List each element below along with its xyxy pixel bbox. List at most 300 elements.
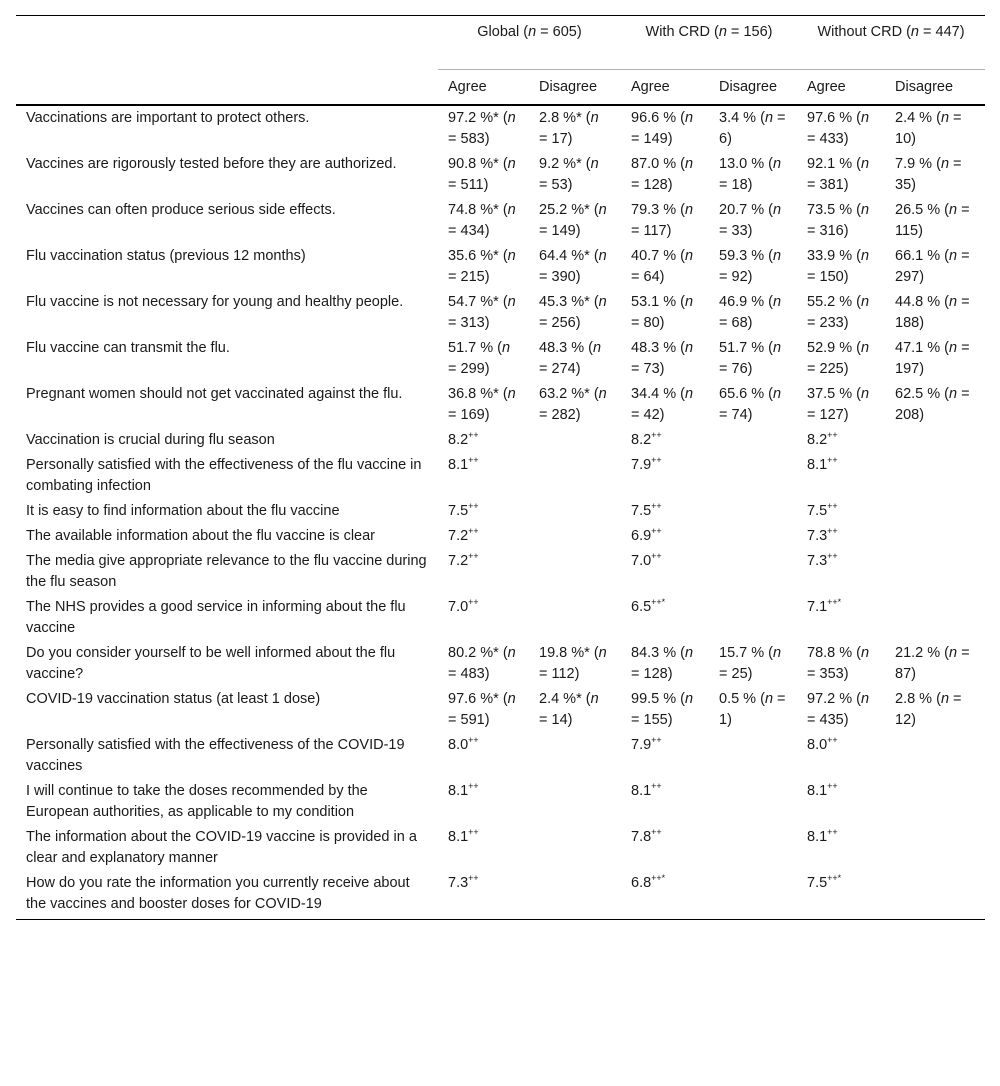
- score-superscript: ++: [651, 430, 662, 441]
- disagree-cell: 62.5 % (n = 208): [895, 386, 970, 423]
- disagree-cell: 26.5 % (n = 115): [895, 202, 970, 239]
- score-superscript: ++: [651, 827, 662, 838]
- empty-cell: [885, 453, 985, 499]
- table-row: [16, 779, 985, 825]
- mean-score-cell: [621, 779, 709, 825]
- agree-cell: 96.6 % (n = 149): [631, 110, 694, 147]
- mean-score-value: 8.2: [631, 432, 652, 448]
- count-value: 64: [643, 269, 660, 285]
- mean-score-cell: [797, 733, 885, 779]
- mean-score-cell: [438, 524, 529, 549]
- percent-value: 66.1 %: [895, 248, 941, 264]
- mean-score-cell: [621, 825, 709, 871]
- count-value: 80: [643, 315, 660, 331]
- row-label: The NHS provides a good service in informing about the flu vaccine: [26, 599, 406, 636]
- percent-value: 46.9 %: [719, 294, 765, 310]
- percent-value: 79.3 %: [631, 202, 677, 218]
- mean-score-value: 6.5: [631, 599, 652, 615]
- score-superscript: ++*: [651, 597, 666, 608]
- agree-cell: 90.8 %* (n = 511): [448, 156, 516, 193]
- empty-cell: [529, 595, 621, 641]
- group-header-without-crd: Without CRD (n = 447): [797, 16, 985, 70]
- agree-cell: 36.8 %* (n = 169): [448, 386, 516, 423]
- group-name: With CRD: [645, 24, 710, 40]
- percent-value: 19.8 %*: [539, 645, 590, 661]
- count-value: 583: [460, 131, 485, 147]
- mean-score-value: 8.2: [448, 432, 469, 448]
- mean-score-value: 7.5: [807, 875, 828, 891]
- percent-value: 97.6 %: [807, 110, 853, 126]
- agree-cell: 99.5 % (n = 155): [631, 691, 694, 728]
- mean-score-cell: [797, 595, 885, 641]
- percent-value: 9.2 %*: [539, 156, 582, 172]
- mean-score-cell: [797, 453, 885, 499]
- agree-cell: 37.5 % (n = 127): [807, 386, 870, 423]
- disagree-cell: 48.3 % (n = 274): [539, 340, 602, 377]
- agree-cell: 73.5 % (n = 316): [807, 202, 870, 239]
- count-value: 169: [460, 407, 485, 423]
- score-superscript: ++: [827, 551, 838, 562]
- count-value: 353: [819, 666, 844, 682]
- disagree-header: Disagree: [529, 70, 621, 106]
- disagree-cell: 66.1 % (n = 297): [895, 248, 970, 285]
- count-value: 282: [551, 407, 576, 423]
- row-label: Flu vaccination status (previous 12 months): [26, 248, 306, 264]
- count-value: 591: [460, 712, 485, 728]
- score-superscript: ++: [468, 455, 479, 466]
- count-value: 18: [731, 177, 748, 193]
- percent-value: 99.5 %: [631, 691, 677, 707]
- count-value: 33: [731, 223, 748, 239]
- table-row: [16, 687, 985, 733]
- agree-cell: 84.3 % (n = 128): [631, 645, 694, 682]
- mean-score-value: 8.1: [807, 783, 828, 799]
- percent-value: 74.8 %*: [448, 202, 499, 218]
- mean-score-cell: [797, 871, 885, 920]
- table-row: [16, 825, 985, 871]
- table-row: [16, 152, 985, 198]
- score-superscript: ++: [651, 455, 662, 466]
- table-row: [16, 549, 985, 595]
- mean-score-cell: [797, 499, 885, 524]
- table-body: [16, 105, 985, 920]
- empty-cell: [709, 524, 797, 549]
- mean-score-value: 8.2: [807, 432, 828, 448]
- mean-score-value: 7.0: [448, 599, 469, 615]
- table-row: [16, 336, 985, 382]
- empty-cell: [885, 428, 985, 453]
- count-value: 313: [460, 315, 485, 331]
- mean-score-value: 7.9: [631, 737, 652, 753]
- disagree-cell: 19.8 %* (n = 112): [539, 645, 607, 682]
- table-row: [16, 382, 985, 428]
- agree-cell: 97.2 % (n = 435): [807, 691, 870, 728]
- row-label: Flu vaccine can transmit the flu.: [26, 340, 230, 356]
- percent-value: 2.8 %*: [539, 110, 582, 126]
- empty-cell: [709, 733, 797, 779]
- empty-cell: [885, 825, 985, 871]
- disagree-cell: 7.9 % (n = 35): [895, 156, 962, 193]
- disagree-cell: 25.2 %* (n = 149): [539, 202, 607, 239]
- score-superscript: ++: [651, 735, 662, 746]
- percent-value: 97.2 %: [807, 691, 853, 707]
- score-superscript: ++: [827, 735, 838, 746]
- mean-score-value: 7.5: [448, 503, 469, 519]
- count-value: 127: [819, 407, 844, 423]
- row-label: The information about the COVID-19 vaccine is provided in a clear and explanatory manner: [26, 829, 417, 866]
- mean-score-value: 6.9: [631, 528, 652, 544]
- agree-cell: 97.2 %* (n = 583): [448, 110, 516, 147]
- mean-score-cell: [438, 825, 529, 871]
- mean-score-value: 8.1: [448, 783, 469, 799]
- empty-cell: [709, 595, 797, 641]
- count-value: 112: [551, 666, 575, 682]
- percent-value: 73.5 %: [807, 202, 853, 218]
- results-table: [16, 15, 985, 920]
- count-value: 435: [819, 712, 844, 728]
- empty-cell: [529, 524, 621, 549]
- percent-value: 40.7 %: [631, 248, 677, 264]
- empty-cell: [885, 871, 985, 920]
- count-value: 299: [460, 361, 485, 377]
- disagree-cell: 13.0 % (n = 18): [719, 156, 782, 193]
- count-value: 511: [460, 177, 484, 193]
- score-superscript: ++: [827, 501, 838, 512]
- agree-cell: 53.1 % (n = 80): [631, 294, 694, 331]
- mean-score-cell: [797, 825, 885, 871]
- table-row: [16, 524, 985, 549]
- score-superscript: ++: [827, 781, 838, 792]
- count-value: 316: [819, 223, 844, 239]
- disagree-cell: 15.7 % (n = 25): [719, 645, 782, 682]
- table-row: [16, 290, 985, 336]
- group-name: Global: [477, 24, 520, 40]
- empty-cell: [885, 779, 985, 825]
- table-row: [16, 244, 985, 290]
- empty-cell: [885, 595, 985, 641]
- mean-score-value: 8.0: [448, 737, 469, 753]
- percent-value: 97.2 %*: [448, 110, 499, 126]
- mean-score-value: 8.0: [807, 737, 828, 753]
- row-label-subheader: [16, 70, 438, 106]
- row-label: I will continue to take the doses recommended by the European authorities, as applicable to my condition: [26, 783, 368, 820]
- agree-cell: 87.0 % (n = 128): [631, 156, 694, 193]
- table-row: [16, 198, 985, 244]
- agree-cell: 97.6 % (n = 433): [807, 110, 870, 147]
- count-value: 434: [460, 223, 485, 239]
- disagree-cell: 21.2 % (n = 87): [895, 645, 970, 682]
- disagree-cell: 65.6 % (n = 74): [719, 386, 782, 423]
- empty-cell: [529, 499, 621, 524]
- mean-score-cell: [621, 733, 709, 779]
- count-value: 73: [643, 361, 660, 377]
- row-label: Pregnant women should not get vaccinated against the flu.: [26, 386, 403, 402]
- empty-cell: [885, 733, 985, 779]
- count-value: 233: [819, 315, 844, 331]
- mean-score-value: 7.8: [631, 829, 652, 845]
- row-label: Personally satisfied with the effectiveness of the flu vaccine in combating infection: [26, 457, 422, 494]
- row-label: How do you rate the information you currently receive about the vaccines and booster doses for COVID-19: [16, 871, 438, 920]
- empty-cell: [885, 499, 985, 524]
- disagree-cell: 47.1 % (n = 197): [895, 340, 970, 377]
- empty-cell: [529, 549, 621, 595]
- disagree-header: Disagree: [709, 70, 797, 106]
- percent-value: 54.7 %*: [448, 294, 499, 310]
- disagree-cell: 3.4 % (n = 6): [719, 110, 786, 147]
- mean-score-cell: [438, 595, 529, 641]
- agree-cell: 51.7 % (n = 299): [448, 340, 511, 377]
- empty-cell: [529, 428, 621, 453]
- disagree-cell: 64.4 %* (n = 390): [539, 248, 607, 285]
- row-label: Vaccines are rigorously tested before they are authorized.: [26, 156, 397, 172]
- score-superscript: ++: [468, 781, 479, 792]
- score-superscript: ++: [827, 455, 838, 466]
- mean-score-value: 7.3: [448, 875, 469, 891]
- row-label-header: [16, 16, 438, 70]
- agree-cell: 40.7 % (n = 64): [631, 248, 694, 285]
- disagree-cell: 63.2 %* (n = 282): [539, 386, 607, 423]
- percent-value: 97.6 %*: [448, 691, 499, 707]
- percent-value: 25.2 %*: [539, 202, 590, 218]
- percent-value: 47.1 %: [895, 340, 941, 356]
- mean-score-cell: [621, 453, 709, 499]
- row-label: Flu vaccine is not necessary for young and healthy people.: [26, 294, 404, 310]
- disagree-cell: 45.3 %* (n = 256): [539, 294, 607, 331]
- percent-value: 21.2 %: [895, 645, 941, 661]
- mean-score-cell: [438, 549, 529, 595]
- disagree-cell: 59.3 % (n = 92): [719, 248, 782, 285]
- mean-score-cell: [438, 733, 529, 779]
- mean-score-cell: [797, 428, 885, 453]
- empty-cell: [709, 825, 797, 871]
- count-value: 6: [719, 131, 728, 147]
- mean-score-value: 7.5: [631, 503, 652, 519]
- score-superscript: ++: [651, 551, 662, 562]
- count-value: 128: [643, 177, 668, 193]
- empty-cell: [709, 428, 797, 453]
- mean-score-value: 8.1: [807, 457, 828, 473]
- row-label: Vaccination is crucial during flu season: [26, 432, 275, 448]
- disagree-cell: 2.4 %* (n = 14): [539, 691, 599, 728]
- count-value: 53: [551, 177, 568, 193]
- mean-score-cell: [438, 453, 529, 499]
- disagree-cell: 9.2 %* (n = 53): [539, 156, 599, 193]
- empty-cell: [529, 733, 621, 779]
- count-value: 274: [551, 361, 576, 377]
- percent-value: 35.6 %*: [448, 248, 499, 264]
- mean-score-value: 7.3: [807, 553, 828, 569]
- count-value: 92: [731, 269, 748, 285]
- mean-score-cell: [797, 524, 885, 549]
- count-value: 197: [895, 361, 920, 377]
- percent-value: 20.7 %: [719, 202, 765, 218]
- percent-value: 3.4 %: [719, 110, 757, 126]
- row-label: Vaccinations are important to protect others.: [26, 110, 310, 126]
- mean-score-cell: [438, 779, 529, 825]
- agree-header: Agree: [438, 70, 529, 106]
- disagree-cell: 2.4 % (n = 10): [895, 110, 962, 147]
- disagree-cell: 0.5 % (n = 1): [719, 691, 786, 728]
- percent-value: 0.5 %: [719, 691, 757, 707]
- percent-value: 65.6 %: [719, 386, 765, 402]
- row-label: Personally satisfied with the effectiveness of the COVID-19 vaccines: [26, 737, 405, 774]
- percent-value: 48.3 %: [539, 340, 585, 356]
- count-value: 42: [643, 407, 660, 423]
- count-value: 10: [895, 131, 912, 147]
- percent-value: 2.4 %*: [539, 691, 582, 707]
- table-row: [16, 595, 985, 641]
- percent-value: 2.8 %: [895, 691, 933, 707]
- percent-value: 87.0 %: [631, 156, 677, 172]
- percent-value: 48.3 %: [631, 340, 677, 356]
- mean-score-cell: [797, 779, 885, 825]
- count-value: 128: [643, 666, 668, 682]
- table-row: [16, 733, 985, 779]
- agree-cell: 54.7 %* (n = 313): [448, 294, 516, 331]
- count-value: 381: [819, 177, 844, 193]
- table-row: [16, 105, 985, 152]
- group-header-global: Global (n = 605): [438, 16, 621, 70]
- agree-cell: 33.9 % (n = 150): [807, 248, 870, 285]
- percent-value: 52.9 %: [807, 340, 853, 356]
- mean-score-cell: [621, 549, 709, 595]
- mean-score-value: 7.2: [448, 553, 469, 569]
- percent-value: 63.2 %*: [539, 386, 590, 402]
- agree-cell: 79.3 % (n = 117): [631, 202, 694, 239]
- count-value: 149: [551, 223, 576, 239]
- empty-cell: [709, 453, 797, 499]
- agree-cell: 55.2 % (n = 233): [807, 294, 870, 331]
- group-name: Without CRD: [817, 24, 903, 40]
- percent-value: 64.4 %*: [539, 248, 590, 264]
- count-value: 433: [819, 131, 844, 147]
- count-value: 188: [895, 315, 920, 331]
- score-superscript: ++: [651, 781, 662, 792]
- agree-header: Agree: [621, 70, 709, 106]
- score-superscript: ++: [468, 551, 479, 562]
- percent-value: 53.1 %: [631, 294, 677, 310]
- percent-value: 36.8 %*: [448, 386, 499, 402]
- agree-cell: 80.2 %* (n = 483): [448, 645, 516, 682]
- score-superscript: ++: [468, 735, 479, 746]
- mean-score-cell: [621, 871, 709, 920]
- count-value: 12: [895, 712, 912, 728]
- mean-score-value: 7.1: [807, 599, 828, 615]
- agree-header: Agree: [797, 70, 885, 106]
- group-header-row: [16, 16, 985, 70]
- percent-value: 7.9 %: [895, 156, 933, 172]
- row-label: The available information about the flu vaccine is clear: [26, 528, 375, 544]
- percent-value: 44.8 %: [895, 294, 941, 310]
- percent-value: 84.3 %: [631, 645, 677, 661]
- agree-cell: 52.9 % (n = 225): [807, 340, 870, 377]
- mean-score-cell: [438, 871, 529, 920]
- percent-value: 62.5 %: [895, 386, 941, 402]
- mean-score-cell: [438, 428, 529, 453]
- mean-score-value: 7.2: [448, 528, 469, 544]
- agree-cell: 78.8 % (n = 353): [807, 645, 870, 682]
- agree-cell: 92.1 % (n = 381): [807, 156, 870, 193]
- mean-score-cell: [621, 595, 709, 641]
- count-value: 68: [731, 315, 748, 331]
- count-value: 149: [643, 131, 668, 147]
- mean-score-cell: [621, 524, 709, 549]
- percent-value: 13.0 %: [719, 156, 765, 172]
- mean-score-value: 8.1: [448, 829, 469, 845]
- score-superscript: ++*: [827, 873, 842, 884]
- count-value: 76: [731, 361, 748, 377]
- disagree-cell: 44.8 % (n = 188): [895, 294, 970, 331]
- disagree-cell: 2.8 %* (n = 17): [539, 110, 599, 147]
- disagree-cell: 2.8 % (n = 12): [895, 691, 962, 728]
- count-value: 25: [731, 666, 748, 682]
- mean-score-value: 8.1: [448, 457, 469, 473]
- score-superscript: ++: [468, 597, 479, 608]
- percent-value: 45.3 %*: [539, 294, 590, 310]
- mean-score-cell: [438, 499, 529, 524]
- score-superscript: ++: [468, 526, 479, 537]
- score-superscript: ++: [468, 430, 479, 441]
- mean-score-value: 8.1: [807, 829, 828, 845]
- count-value: 115: [895, 223, 919, 239]
- table-row: [16, 641, 985, 687]
- table-row: [16, 871, 985, 920]
- score-superscript: ++: [468, 501, 479, 512]
- count-value: 155: [643, 712, 668, 728]
- empty-cell: [709, 871, 797, 920]
- table-row: [16, 453, 985, 499]
- table-row: [16, 428, 985, 453]
- empty-cell: [885, 524, 985, 549]
- percent-value: 80.2 %*: [448, 645, 499, 661]
- percent-value: 51.7 %: [719, 340, 765, 356]
- score-superscript: ++*: [827, 597, 842, 608]
- mean-score-value: 7.9: [631, 457, 652, 473]
- score-superscript: ++: [651, 526, 662, 537]
- percent-value: 37.5 %: [807, 386, 853, 402]
- count-value: 208: [895, 407, 920, 423]
- percent-value: 90.8 %*: [448, 156, 499, 172]
- score-superscript: ++: [827, 827, 838, 838]
- disagree-cell: 51.7 % (n = 76): [719, 340, 782, 377]
- percent-value: 33.9 %: [807, 248, 853, 264]
- empty-cell: [529, 779, 621, 825]
- row-label: COVID-19 vaccination status (at least 1 dose): [26, 691, 321, 707]
- empty-cell: [885, 549, 985, 595]
- empty-cell: [709, 549, 797, 595]
- disagree-cell: 46.9 % (n = 68): [719, 294, 782, 331]
- percent-value: 59.3 %: [719, 248, 765, 264]
- count-value: 117: [643, 223, 667, 239]
- score-superscript: ++: [468, 827, 479, 838]
- empty-cell: [529, 825, 621, 871]
- empty-cell: [709, 779, 797, 825]
- disagree-cell: 20.7 % (n = 33): [719, 202, 782, 239]
- count-value: 390: [551, 269, 576, 285]
- score-superscript: ++*: [651, 873, 666, 884]
- count-value: 483: [460, 666, 485, 682]
- count-value: 225: [819, 361, 844, 377]
- count-value: 14: [551, 712, 568, 728]
- group-n: 156: [743, 24, 768, 40]
- group-header-with-crd: With CRD (n = 156): [621, 16, 797, 70]
- percent-value: 92.1 %: [807, 156, 853, 172]
- score-superscript: ++: [827, 526, 838, 537]
- mean-score-cell: [797, 549, 885, 595]
- percent-value: 51.7 %: [448, 340, 494, 356]
- percent-value: 55.2 %: [807, 294, 853, 310]
- row-label: Do you consider yourself to be well informed about the flu vaccine?: [26, 645, 396, 682]
